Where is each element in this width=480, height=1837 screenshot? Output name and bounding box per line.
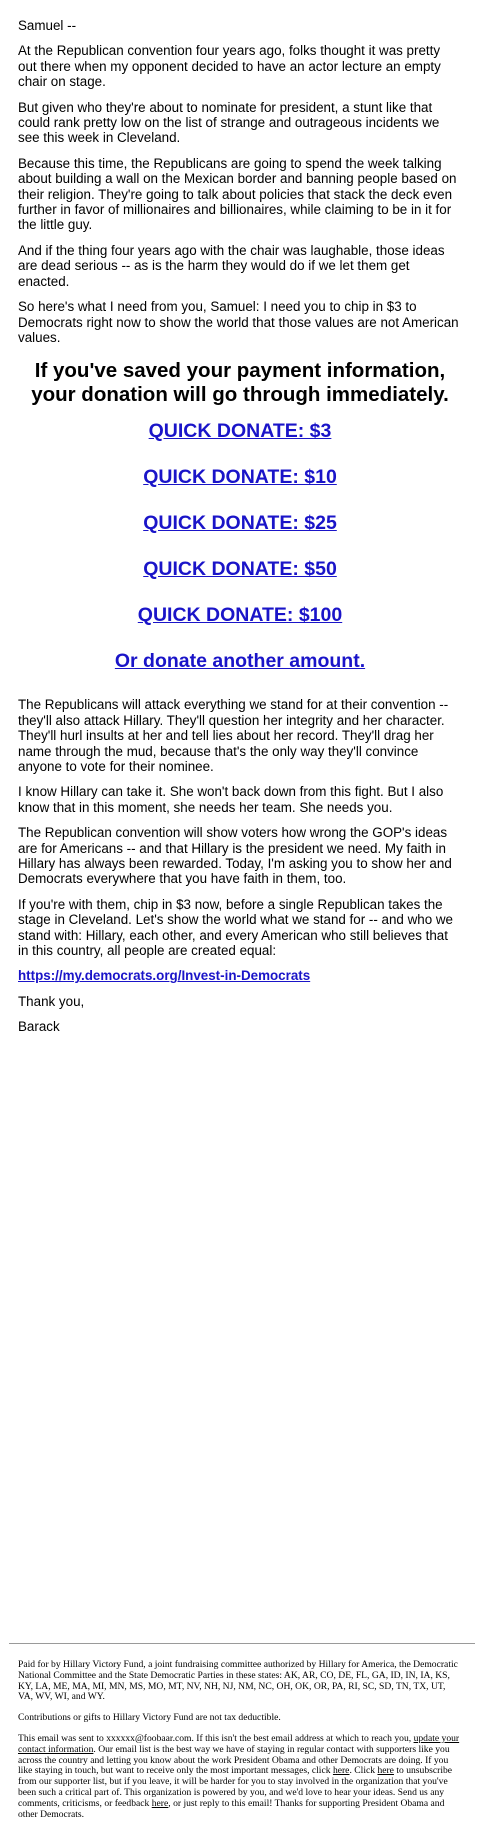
quick-donate-50-link[interactable]: QUICK DONATE: $50 [143,558,337,581]
quick-donate-25-link[interactable]: QUICK DONATE: $25 [143,512,337,535]
body-paragraph: I know Hillary can take it. She won't back down from this fight. But I also know that in this moment, she needs her team. She needs you. [18,784,444,815]
quick-donate-10-link[interactable]: QUICK DONATE: $10 [143,466,337,489]
quick-donate-100-link[interactable]: QUICK DONATE: $100 [137,604,343,627]
body-paragraph: If you're with them, chip in $3 now, before a single Republican takes the stage in Cleveland. Let's show the world what we stand for -- and who we stand with: Hillary, each other, and every American who still believes that in this country, all people are created equal: [18,896,454,958]
body-paragraph: So here's what I need from you, Samuel: I need you to chip in $3 to Democrats right now to show the world that those values are not American values. [18,299,459,345]
invest-link-line [18,968,462,983]
feedback-link[interactable]: here [151,1797,169,1809]
email-footer [18,1660,462,1830]
invest-in-democrats-link[interactable]: https://my.democrats.org/Invest-in-Democrats [18,968,311,984]
body-paragraph: The Republican convention will show voters how wrong the GOP's ideas are for Americans -- and that Hillary is the president we need. My faith in Hillary has always been rewarded. Today, I'm asking you to show her and Democrats everywhere that you have faith in them, too. [18,825,452,887]
body-paragraph: The Republicans will attack everything we stand for at their convention -- they'll also attack Hillary. They'll question her integrity and her character. They'll hurl insults at her and tell lies about her record. They'll drag her name through the mud, because that's the only way they'll convince anyone to vote for their nominee. [18,697,449,774]
payment-headline: If you've saved your payment information, your donation will go through immediately. [31,359,449,406]
quick-donate-3-link[interactable]: QUICK DONATE: $3 [148,420,332,443]
greeting: Samuel -- [18,18,77,33]
paid-for-disclaimer: Paid for by Hillary Victory Fund, a joint fundraising committee authorized by Hillary for America, the Democratic National Committee and the State Democratic Parties in these states: AK, AR, CO, DE, FL, GA, ID, IN, IA, KS, KY, LA, ME, MA, MI, MN, MS, MO, MT, NV, NH, NJ, NM, NC, OH, OK, OR, PA, RI, SC, SD, TN, TX, UT, VA, WV, WI, and WY. [18,1659,458,1703]
body-paragraph: Because this time, the Republicans are going to spend the week talking about building a wall on the Mexican border and banning people based on their religion. They're going to talk about policies that stack the deck even further in favor of millionaires and billionaires, while claiming to be in it for the little guy. [18,155,457,233]
notice-text: , or just reply to this email! Thanks for supporting President Obama and other Democrats. [18,1797,445,1820]
tax-note: Contributions or gifts to Hillary Victory Fund are not tax deductible. [18,1712,281,1724]
footer-divider [9,1643,475,1644]
important-messages-link[interactable]: here [332,1765,350,1777]
body-paragraph: And if the thing four years ago with the chair was laughable, those ideas are dead serious -- as is the harm they would do if we let them get enacted. [18,242,445,289]
donate-links [18,420,462,673]
subscription-notice [18,1734,462,1820]
notice-text: . Our email list is the best way we have of staying in regular contact with supporters like you across the country and letting you know about the work President Obama and other Democrats are doing. If you like staying in touch, but want to receive only the most important messages, click [18,1743,450,1777]
signature: Barack [18,1019,60,1035]
body-paragraph: At the Republican convention four years ago, folks thought it was pretty out there when my opponent decided to have an actor lecture an empty chair on stage. [18,43,441,90]
donate-other-amount-link[interactable]: Or donate another amount. [114,650,366,673]
notice-text: . Click [349,1765,378,1777]
body-paragraph: But given who they're about to nominate for president, a stunt like that could rank pretty low on the list of strange and outrageous incidents we see this week in Cleveland. [18,99,440,146]
notice-text: This email was sent to xxxxxx@foobaar.com. If this isn't the best email address at which to reach you, [18,1732,414,1744]
email-body [18,8,462,1035]
unsubscribe-link[interactable]: here [377,1765,394,1777]
notice-text: to unsubscribe from our supporter list, but if you leave, it will be harder for you to stay involved in the organization that you've been such a critical part of. This organization is powered by you, and we'd love to hear your ideas. Send us any comments, criticisms, or feedback [18,1765,453,1809]
update-contact-link[interactable]: update your contact information [18,1732,460,1755]
signoff: Thank you, [18,993,85,1009]
